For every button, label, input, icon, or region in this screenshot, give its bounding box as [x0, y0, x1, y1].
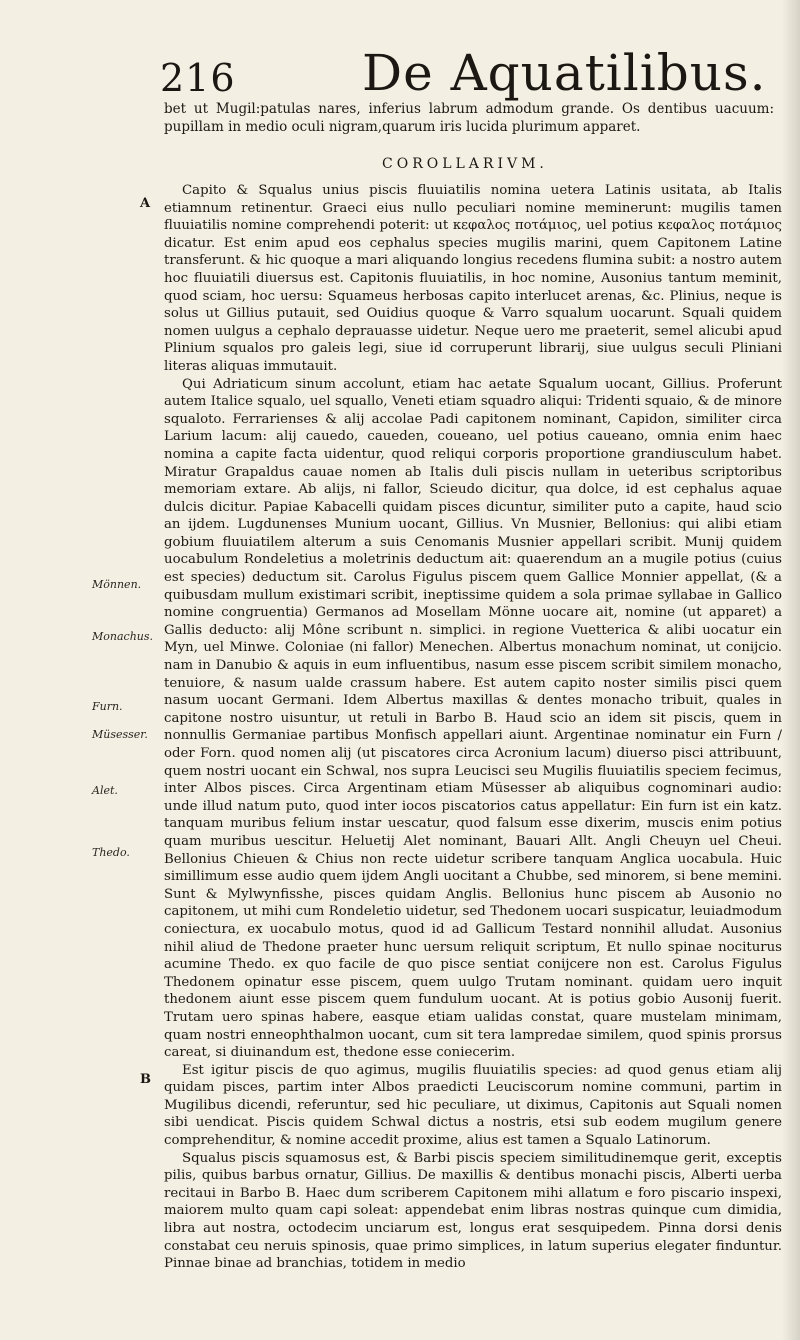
paragraph: Squalus piscis squamosus est, & Barbi piscis speciem similitudinemque gerit, exceptis pilis, quibus barbus ornatur, Gillius. De maxillis & dentibus monachi piscis, Alberti uerba recitaui in Barbo B. Haec dum scriberem Capitonem mihi allatum e foro piscario inspexi, maiorem multo quam capi soleat: appendebat enim libras nostras quinque cum dimidia, libra aut nostra, octodecim unciarum est, longus erat sesquipedem. Pinna dorsi denis constabat ceu neruis spinosis, quae primo simplices, in latum superius elegater finduntur. Pinnae binae ad branchias, totidem in medio: [164, 1150, 782, 1272]
section-marker-a: A: [140, 196, 151, 211]
section-marker-b: B: [140, 1072, 151, 1087]
paragraph: Est igitur piscis de quo agimus, mugilis fluuiatilis species: ad quod genus etiam alij quidam pisces, partim inter Albos praedicti Leuciscorum nomine communi, partim in Mugilibus dicendi, referuntur, sed hic peculiare, ut diximus, Capitonis aut Squali nomen sibi uendicat. Piscis quidem Schwal dictus a nostris, etsi sub eodem mugilum genere comprehenditur, & nomine accedit proxime, alius est tamen a Squalo Latinorum.: [164, 1062, 782, 1149]
body-text: [164, 182, 782, 1273]
page-number: 216: [160, 56, 236, 100]
margin-note-furn: Furn.: [92, 700, 123, 713]
section-heading: COROLLARIVM.: [382, 156, 548, 172]
margin-note-monachus: Monachus.: [92, 630, 153, 643]
margin-note-moennen: Mönnen.: [92, 578, 142, 591]
paragraph: Capito & Squalus unius piscis fluuiatilis nomina uetera Latinis usitata, ab Italis etiamnum retinentur. Graeci eius nullo peculiari nomine meminerunt: mugilis tamen fluuiatilis nomine comprehendi poterit: ut κεφαλος ποτάμιος, uel potius κεφαλος ποτάμιος dicatur. Est enim apud eos cephalus species mugilis marini, quem Capitonem Latine transferunt. & hic quoque a mari aliquando longius recedens flumina subit: a nostro autem hoc fluuiatili diuersus est. Capitonis fluuiatilis, in hoc nomine, Ausonius tantum meminit, quod sciam, hoc uersu: Squameus herbosas capito interlucet arenas, &c. Plinius, neque is solus ut Gillius putauit, sed Ouidius quoque & Varro squalum uocarunt. Squali quidem nomen uulgus a cephalo deprauasse uidetur. Neque uero me praeterit, semel alicubi apud Plinium squalos pro galeis legi, siue id corruperunt librarij, siue uulgus seculi Pliniani literas aliquas immutauit.: [164, 183, 782, 374]
paragraph: Qui Adriaticum sinum accolunt, etiam hac aetate Squalum uocant, Gillius. Proferunt autem Italice squalo, uel squallo, Veneti etiam squadro aliqui: Tridenti squaio, & de minore squaloto. Ferrarienses & alij accolae Padi capitonem nominant, Capidon, similiter circa Larium lacum: alij cauedo, caueden, coueano, uel potius caueano, omnia enim haec nomina a capite facta uidentur, quod reliqui corporis proportione grandiusculum habet. Miratur Grapaldus cauae nomen ab Italis duli piscis nullam in ueteribus scriptoribus memoriam extare. Ab alijs, ni fallor, Scieudo dicitur, qua dolce, id est cephalus aquae dulcis dicitur. Papiae Kabacelli quidam pisces dicuntur, similiter puto a capite, haud scio an ijdem. Lugdunenses Munium uocant, Gillius. Vn Musnier, Bellonius: qui alibi etiam gobium fluuiatilem alterum a suis Cenomanis Musnier appellari scribit. Munij quidem uocabulum Rondeletius a moletrinis deductum ait: quaerendum an a mugile potius (cuius est species) deductum sit. Carolus Figulus piscem quem Gallice Monnier appellat, (& a quibusdam mullum existimari scribit, ineptissime quidem a sola primae syllabae in Gallico nomine congruentia) Germanos ad Mosellam Mönne uocare ait, nomine (ut apparet) a Gallis deducto: alij Mône scribunt n. simplici. in regione Vuetterica & alibi uocatur ein Myn, uel Minwe. Coloniae (ni fallor) Menechen. Albertus monachum nominat, ut conijcio. nam in Danubio & aquis in eum influentibus, nasum esse piscem scribit similem monacho, tenuiore, & nasum ualde crassum habere. Est autem capito noster similis pisci quem nasum uocant Germani. Idem Albertus maxillas & dentes monacho tribuit, quales in capitone nostro uisuntur, ut retuli in Barbo B. Haud scio an idem sit piscis, quem in nonnullis Germaniae partibus Monfisch appellari aiunt. Argentinae nominatur ein Furn / oder Forn. quod nomen alij (ut piscatores circa Acronium lacum) diuerso pisci attribuunt, quem nostri uocant ein Schwal, nos supra Leucisci seu Mugilis fluuiatilis speciem fecimus, inter Albos pisces. Circa Argentinam etiam Müsesser ab aliquibus cognominari audio: unde illud natum puto, quod inter iocos piscatorios catus appellatur: Ein furn ist ein katz. tanquam muribus felium instar uescatur, quod falsum esse dixerim, muscis enim potius quam muribus uescitur. Heluetij Alet nominant, Bauari Allt. Angli Cheuyn uel Cheui. Bellonius Chieuen & Chius non recte uidetur scribere tanquam Anglica uocabula. Huic simillimum esse audio quem ijdem Angli uocitant a Chubbe, sed minorem, si bene memini. Sunt & Mylwynfisshe, pisces quidam Anglis. Bellonius hunc piscem ab Ausonio no capitonem, ut mihi cum Rondeletio uidetur, sed Thedonem uocari suspicatur, leuiadmodum coniectura, ex uocabulo motus, quod id ad Gallicum Testard nonnihil alludat. Ausonius nihil aliud de Thedone praeter hunc uersum reliquit scriptum, Et nullo spinae nociturus acumine Thedo. ex quo facile de quo pisce sentiat conijcere non est. Carolus Figulus Thedonem opinatur esse piscem, quem uulgo Trutam nominant. quidam uero inquit thedonem aiunt esse piscem quem fundulum uocant. At is potius gobio Ausonij fuerit. Trutam uero spinas habere, easque etiam ualidas constat, quare mustelam minimam, quam nostri enneophthalmon uocant, cum sit tera lampredae similem, quod spinis prorsus careat, si diuinandum est, thedone esse coniecerim.: [164, 376, 782, 1061]
running-title: De Aquatilibus.: [362, 44, 767, 102]
margin-note-alet: Alet.: [92, 784, 118, 797]
margin-note-muesesser: Müsesser.: [92, 728, 148, 741]
margin-note-thedo: Thedo.: [92, 846, 130, 859]
opening-lines: bet ut Mugil:patulas nares, inferius labrum admodum grande. Os dentibus uacuum: pupillam in medio oculi nigram,quarum iris lucida plurimum apparet.: [164, 101, 774, 135]
page-edge-shadow: [782, 0, 800, 1340]
